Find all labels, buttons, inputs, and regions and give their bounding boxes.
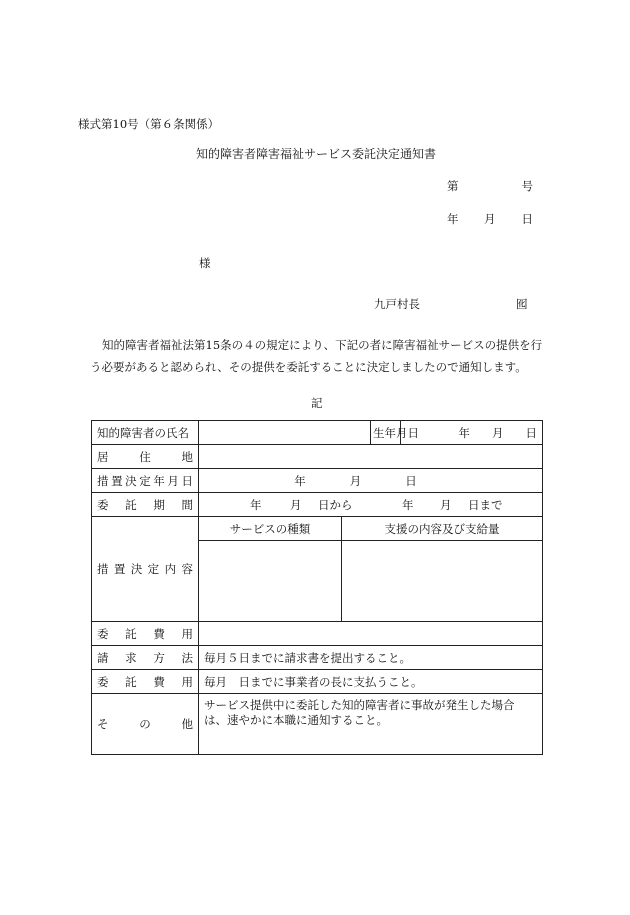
decision-day: 日 (405, 473, 417, 488)
table-row (92, 421, 543, 445)
service-type-field (199, 541, 342, 622)
issue-year: 年 (447, 212, 459, 226)
label-fee: 委 託 費 用 (92, 622, 199, 646)
label-other: そ の 他 (92, 694, 199, 755)
table-row (92, 493, 543, 517)
table-row (92, 622, 543, 646)
label-address: 居 住 地 (92, 445, 199, 469)
table-row (92, 469, 543, 493)
birth-date-field (401, 421, 543, 445)
birth-month: 月 (492, 425, 504, 440)
billing-value: 毎月５日までに請求書を提出すること。 (199, 646, 543, 670)
decision-month: 月 (349, 473, 362, 488)
addressee-suffix: 様 (199, 256, 211, 270)
document-title: 知的障害者障害福祉サービス委託決定通知書 (196, 147, 437, 161)
period-field (199, 493, 543, 517)
fee-payment-value: 毎月 日までに事業者の長に支払うこと。 (199, 670, 543, 694)
to-day: 日まで (468, 497, 503, 512)
label-fee-payment: 委 託 費 用 (92, 670, 199, 694)
table-row (92, 517, 543, 541)
label-decision-date: 措 置 決 定 年 月 日 (92, 469, 199, 493)
body-text: 知的障害者福祉法第15条の４の規定により、下記の者に障害福祉サービスの提供を行う必要があると認められ、その提供を委託することに決定しましたので通知します。 (90, 338, 543, 374)
issue-day: 日 (521, 212, 533, 226)
decision-table (91, 420, 543, 755)
number-prefix: 第 (447, 179, 459, 193)
issuer-name: 九戸村長 (374, 297, 420, 311)
number-suffix: 号 (521, 179, 533, 193)
label-name: 知的障害者の氏名 (92, 421, 199, 445)
from-day: 日から (318, 497, 353, 512)
from-year: 年 (250, 497, 262, 512)
to-month: 月 (440, 497, 452, 512)
label-content: 措 置 決 定 内 容 (92, 517, 199, 622)
from-month: 月 (290, 497, 302, 512)
fee-field (199, 622, 543, 646)
birth-day: 日 (525, 425, 538, 440)
to-year: 年 (402, 497, 414, 512)
name-field (199, 421, 371, 445)
support-content-header: 支援の内容及び支給量 (342, 517, 543, 541)
document-number-line (447, 178, 533, 194)
birth-year: 年 (458, 425, 471, 440)
label-billing: 請 求 方 法 (92, 646, 199, 670)
table-row (92, 646, 543, 670)
form-number: 様式第10号（第６条関係） (78, 117, 220, 131)
table-row (92, 670, 543, 694)
service-type-header: サービスの種類 (199, 517, 342, 541)
address-field (199, 445, 543, 469)
support-content-field (342, 541, 543, 622)
issue-month: 月 (484, 212, 496, 226)
other-value: サービス提供中に委託した知的障害者に事故が発生した場合は、速やかに本職に通知すること。 (199, 694, 543, 755)
label-birth: 生年月日 (371, 421, 401, 445)
table-row (92, 445, 543, 469)
label-period: 委 託 期 間 (92, 493, 199, 517)
seal-mark: 囮 (516, 297, 528, 311)
ki-heading: 記 (311, 396, 323, 410)
table-row (92, 694, 543, 755)
decision-date-field (199, 469, 543, 493)
decision-year: 年 (294, 473, 306, 488)
